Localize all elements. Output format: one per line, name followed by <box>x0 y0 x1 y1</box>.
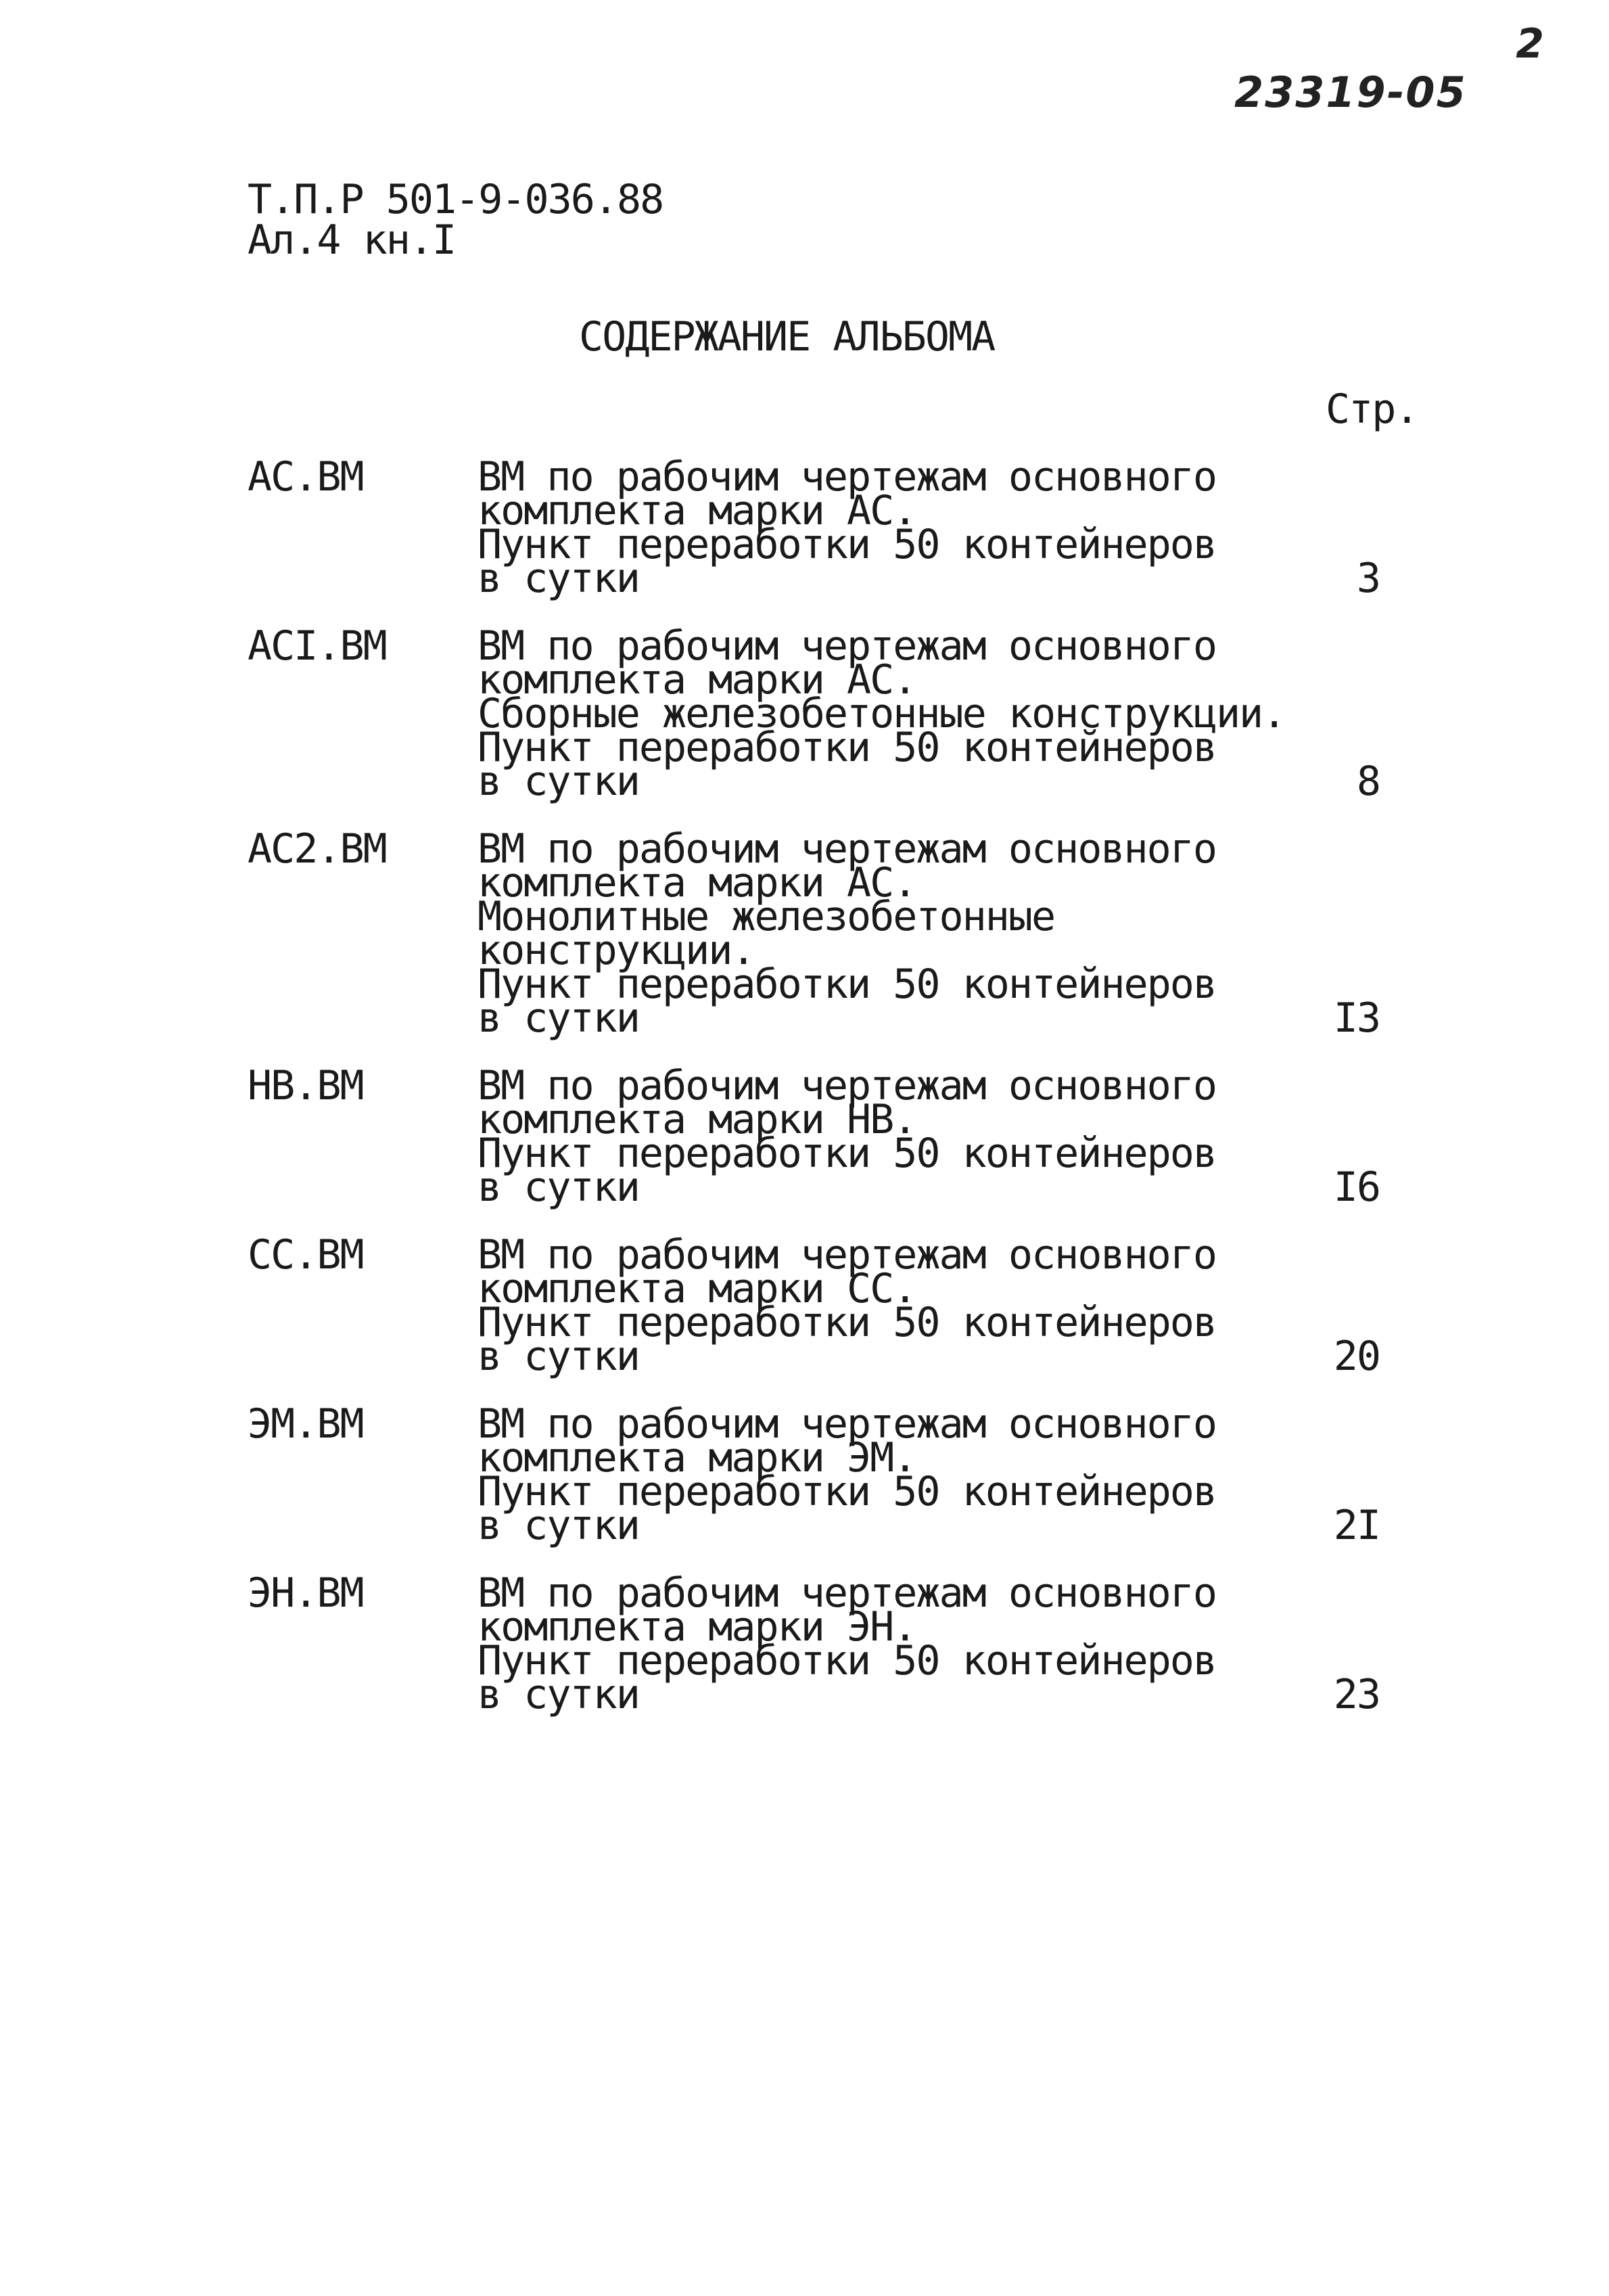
entry-line: в сутки <box>477 758 639 805</box>
entry-line: Сборные железобетонные конструкции. <box>477 690 1286 737</box>
entry-line: Пункт переработки 50 контейнеров <box>477 1299 1216 1346</box>
entry-line: комплекта марки АС. <box>477 656 916 704</box>
entry-page: 2I <box>1333 1502 1380 1549</box>
entry-description <box>477 1231 1216 1380</box>
entry-line: Пункт переработки 50 контейнеров <box>477 961 1216 1008</box>
entry-page: I3 <box>1333 994 1380 1042</box>
entry-line: комплекта марки НВ. <box>477 1096 916 1143</box>
entry-line: ВМ по рабочим чертежам основного <box>477 825 1216 873</box>
entry-line: ВМ по рабочим чертежам основного <box>477 1400 1216 1448</box>
entry-code: АСI.ВМ <box>248 622 386 670</box>
entry-code: НВ.ВМ <box>248 1062 363 1109</box>
toc-title: СОДЕРЖАНИЕ АЛЬБОМА <box>579 313 995 361</box>
entry-description <box>477 622 1286 805</box>
entry-line: Пункт переработки 50 контейнеров <box>477 1468 1216 1515</box>
entry-line: ВМ по рабочим чертежам основного <box>477 622 1216 670</box>
entry-code: АС.ВМ <box>248 453 363 501</box>
entry-line: комплекта марки АС. <box>477 487 916 534</box>
document-code: Т.П.Р 501-9-036.88 <box>248 176 663 223</box>
entry-line: в сутки <box>477 994 639 1042</box>
album-reference: Ал.4 кн.I <box>248 216 456 264</box>
entry-line: в сутки <box>477 1671 639 1718</box>
entry-description <box>477 453 1216 602</box>
entry-line: Пункт переработки 50 контейнеров <box>477 521 1216 568</box>
entry-code: СС.ВМ <box>248 1231 363 1279</box>
entry-code: ЭН.ВМ <box>248 1569 363 1617</box>
entry-line: в сутки <box>477 1164 639 1211</box>
entry-line: Пункт переработки 50 контейнеров <box>477 724 1216 771</box>
entry-description <box>477 1062 1216 1211</box>
entry-line: комплекта марки ЭН. <box>477 1603 916 1651</box>
entry-page: 20 <box>1333 1333 1380 1380</box>
entry-line: в сутки <box>477 555 639 602</box>
page-number: 2 <box>1516 20 1544 68</box>
entry-description <box>477 1569 1216 1718</box>
entry-page: 3 <box>1356 555 1380 602</box>
entry-description <box>477 825 1216 1042</box>
entry-line: ВМ по рабочим чертежам основного <box>477 1062 1216 1109</box>
entry-line: в сутки <box>477 1333 639 1380</box>
entry-line: конструкции. <box>477 927 755 974</box>
entry-description <box>477 1400 1216 1549</box>
page-column-header: Стр. <box>1326 386 1418 433</box>
entry-line: Пункт переработки 50 контейнеров <box>477 1130 1216 1177</box>
entry-line: комплекта марки АС. <box>477 859 916 906</box>
entry-line: ВМ по рабочим чертежам основного <box>477 453 1216 501</box>
entry-page: I6 <box>1333 1164 1380 1211</box>
entry-code: ЭМ.ВМ <box>248 1400 363 1448</box>
entry-line: ВМ по рабочим чертежам основного <box>477 1569 1216 1617</box>
archive-number: 23319-05 <box>1234 68 1467 117</box>
entry-line: ВМ по рабочим чертежам основного <box>477 1231 1216 1279</box>
entry-page: 23 <box>1333 1671 1380 1718</box>
entry-line: комплекта марки СС. <box>477 1265 916 1312</box>
entry-line: комплекта марки ЭМ. <box>477 1434 916 1482</box>
entry-line: в сутки <box>477 1502 639 1549</box>
entry-page: 8 <box>1356 758 1380 805</box>
entry-code: АС2.ВМ <box>248 825 386 873</box>
entry-line: Пункт переработки 50 контейнеров <box>477 1637 1216 1684</box>
entry-line: Монолитные железобетонные <box>477 893 1055 940</box>
